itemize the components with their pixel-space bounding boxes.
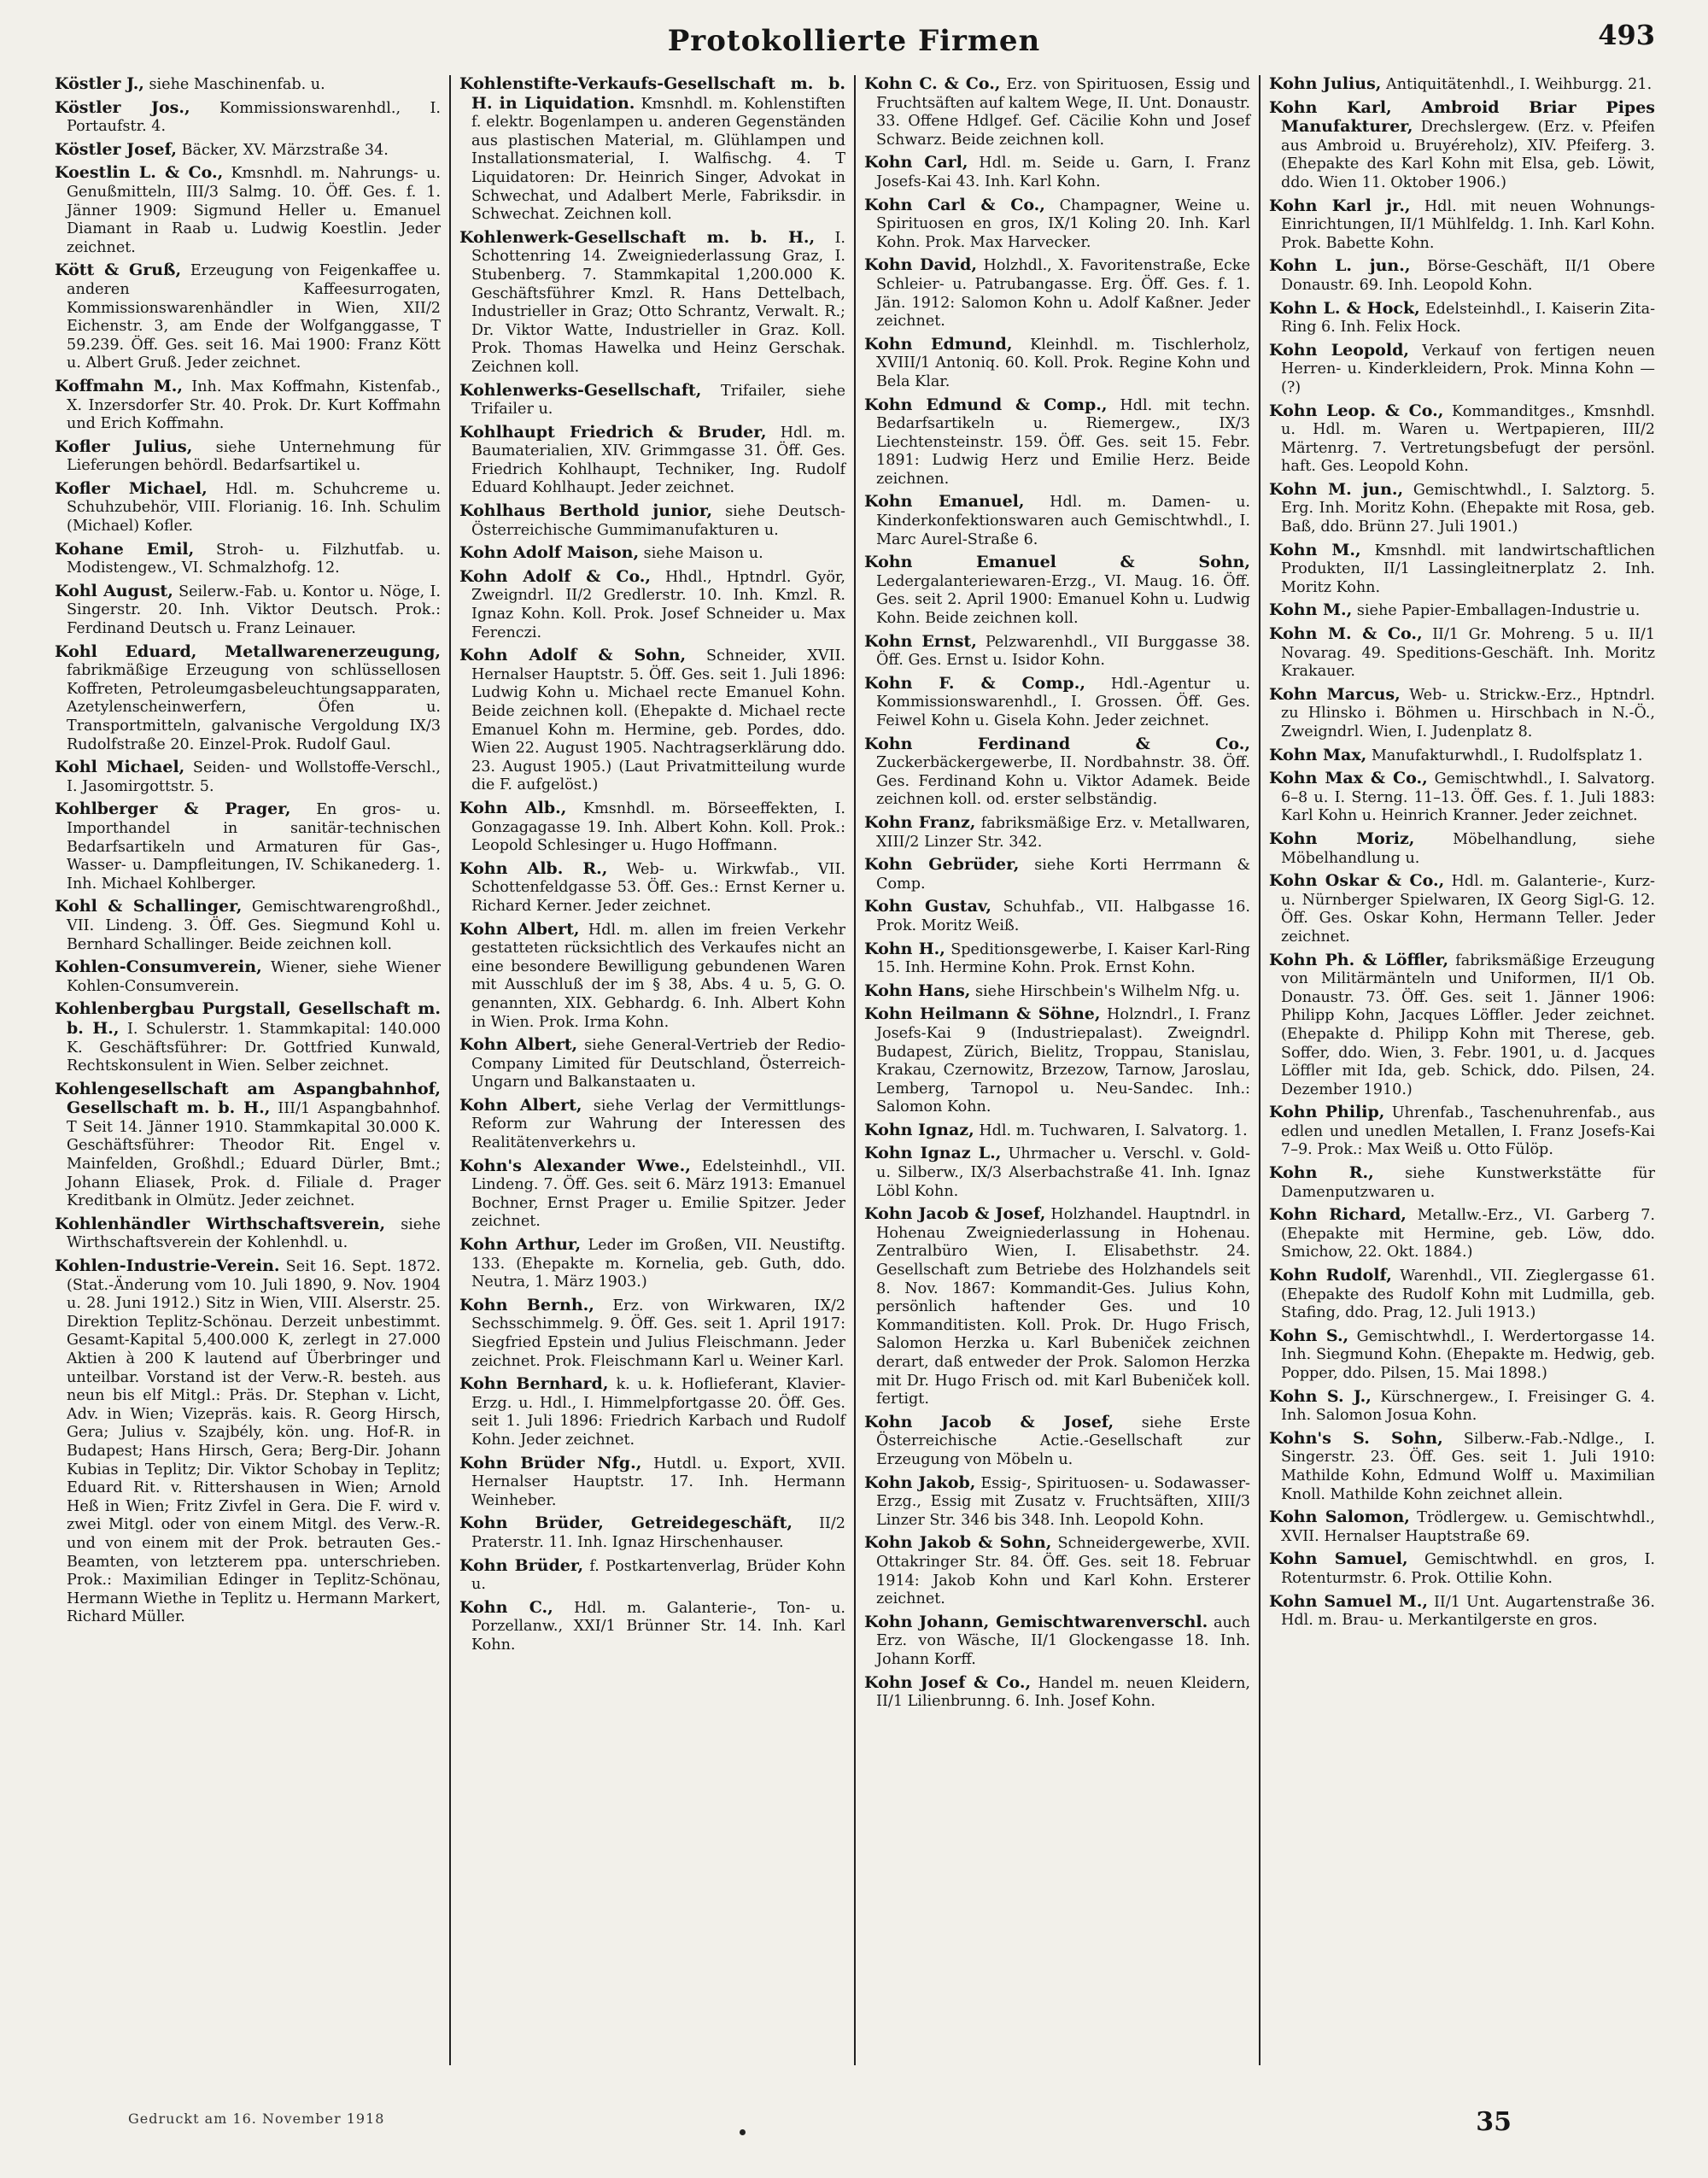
firm-name: Kohn Ph. & Löffler, <box>1269 950 1449 969</box>
firm-details: Kleinhdl. m. Tischlerholz, XVIII/1 Antoniq. 60. Koll. Prok. Regine Kohn und Bela Klar. <box>876 336 1250 390</box>
directory-entry <box>55 800 441 893</box>
firm-details: Silberw.-Fab.-Ndlge., I. Singerstr. 23. Öff. Ges. seit 1. Juli 1910: Mathilde Kohn, Edmund Wolff u. Maximilian Knoll. Mathilde Kohn zeichnet allein. <box>1281 1430 1656 1503</box>
directory-entry <box>1269 1593 1655 1631</box>
directory-entry <box>1269 1327 1655 1384</box>
firm-name: Kohn Arthur, <box>459 1235 582 1255</box>
firm-details: Inh. Max Koffmahn, Kistenfab., X. Inzersdorfer Str. 40. Prok. Dr. Kurt Koffmahn und Erich Koffmahn. <box>67 378 441 433</box>
firm-details: Möbelhandlung, siehe Möbelhandlung u. <box>1281 830 1655 867</box>
directory-entry <box>864 196 1250 253</box>
firm-details: siehe Papier-Emballagen-Industrie u. <box>1356 602 1641 620</box>
firm-name: Kohn Albert, <box>459 1095 582 1115</box>
firm-details: Gemischtwarengroßhdl., VII. Lindeng. 3. Öff. Ges. Siegmund Kohl u. Bernhard Schallinger. Beide zeichnen koll. <box>67 899 441 953</box>
firm-details: Leder im Großen, VII. Neustiftg. 133. (Ehepakte m. Kornelia, geb. Guth, ddo. Neutra, 1. März 1903.) <box>471 1237 845 1291</box>
firm-details: Speditionsgewerbe, I. Kaiser Karl-Ring 15. Inh. Hermine Kohn. Prok. Ernst Kohn. <box>876 940 1250 977</box>
firm-name: Kohn Gustav, <box>864 897 991 916</box>
directory-entry <box>864 675 1250 731</box>
firm-details: Edelsteinhdl., I. Kaiserin Zita-Ring 6. Inh. Felix Hock. <box>1281 300 1656 337</box>
firm-details: Hhdl., Hptndrl. Györ, Zweigndrl. II/2 Gredlerstr. 10. Inh. Kmzl. R. Ignaz Kohn. Koll. Prok. Josef Schneider u. Max Ferenczi. <box>471 568 845 641</box>
directory-entry <box>1269 257 1655 295</box>
firm-details: Seilerw.-Fab. u. Kontor u. Nöge, I. Singerstr. 20. Inh. Viktor Deutsch. Prok.: Ferdinand Deutsch u. Franz Leinauer. <box>67 583 441 638</box>
firm-details: Edelsteinhdl., VII. Lindeng. 7. Öff. Ges. seit 6. März 1913: Emanuel Bochner, Ernst Prager u. Emilie Spitzer. Jeder zeichnet. <box>471 1157 845 1231</box>
firm-details: Stroh- u. Filzhutfab. u. Modistengew., VI. Schmalzhofg. 12. <box>67 541 441 577</box>
directory-entry <box>459 647 845 795</box>
firm-details: Antiquitätenhdl., I. Weihburgg. 21. <box>1385 76 1652 93</box>
directory-entry <box>1269 542 1655 598</box>
firm-details: auch Erz. von Wäsche, II/1 Glockengasse 18. Inh. Johann Korff. <box>876 1613 1250 1668</box>
firm-details: Schuhfab., VII. Halbgasse 16. Prok. Moritz Weiß. <box>876 899 1250 934</box>
directory-entry <box>459 544 845 564</box>
firm-name: Kohn Jakob & Sohn, <box>864 1533 1052 1553</box>
firm-name: Kohn Richard, <box>1269 1205 1407 1225</box>
directory-entry <box>55 1080 441 1211</box>
firm-name: Koffmahn M., <box>55 376 183 395</box>
directory-entry <box>55 75 441 95</box>
directory-entry <box>864 1121 1250 1141</box>
directory-entry <box>55 99 441 137</box>
directory-entry <box>459 229 845 378</box>
firm-details: Hdl. m. allen im freien Verkehr gestatteten rücksichtlich des Verkaufes nicht an eine besondere Bewilligung gebundenen Waren mit Ausschluß der im § 38, Abs. 4 u. 5, G. O. genannten, XIX. Gebhardg. 6. Inh. Albert Kohn in Wien. Prok. Irma Kohn. <box>471 921 845 1031</box>
firm-name: Kohn Alb., <box>459 798 567 817</box>
firm-details: Erzeugung von Feigenkaffee u. anderen Kaffeesurrogaten, Kommissionswarenhändler in Wien, XII/2 Eichenstr. 3, am Ende der Wolfganggasse, T 59.239. Öff. Ges. seit 16. Mai 1900: Franz Kött u. Albert Gruß. Jeder zeichnet. <box>67 262 441 372</box>
firm-name: Kohn C. & Co., <box>864 75 1001 93</box>
firm-details: fabriksmäßige Erz. v. Metallwaren, XIII/2 Linzer Str. 342. <box>876 814 1250 851</box>
firm-details: Kmsnhdl. m. Börseeffekten, I. Gonzagagasse 19. Inh. Albert Kohn. Koll. Prok.: Leopold Schlesinger u. Hugo Hoffmann. <box>471 799 846 855</box>
firm-details: I. Schottenring 14. Zweigniederlassung Graz, I. Stubenberg. 7. Stammkapital 1,200.000 K. Geschäftsführer Kmzl. R. Hans Dettelbach, Industrieller in Graz; Otto Schrantz, Verwalt. R.; Dr. Viktor Watte, Industrieller in Graz. Koll. Prok. Thomas Hawelka und Heinz Gerschak. Zeichnen koll. <box>471 229 846 376</box>
firm-name: Kohn Jacob & Josef, <box>864 1204 1046 1224</box>
directory-entry <box>459 382 845 419</box>
firm-details: Uhrenfab., Taschenuhrenfab., aus edlen und unedlen Metallen, I. Franz Josefs-Kai 7–9. Prok.: Max Weiß u. Otto Fülöp. <box>1281 1104 1656 1159</box>
directory-entry <box>864 1005 1250 1117</box>
firm-details: fabriksmäßige Erzeugung von Militärmänteln und Uniformen, II/1 Ob. Donaustr. 73. Öff. Ges. seit 1. Jänner 1906: Philipp Kohn, Jacques Löffler. Jeder zeichnet. (Ehepakte d. Philipp Kohn mit Therese, geb. Soffer, ddo. Wien, 3. Febr. 1901, u. d. Jacques Löffler mit Ida, geb. Schick, ddo. Pilsen, 24. Dezember 1910.) <box>1281 951 1655 1098</box>
firm-details: Hutdl. u. Export, XVII. Hernalser Hauptstr. 17. Inh. Hermann Weinheber. <box>471 1455 846 1509</box>
firm-details: Web- u. Strickw.-Erz., Hptndrl. zu Hlinsko i. Böhmen u. Hirschbach in N.-Ö., Zweigndrl. Wien, I. Judenplatz 8. <box>1281 686 1655 741</box>
firm-name: Kohlenwerk-Gesellschaft m. b. H., <box>459 227 816 247</box>
directory-entry <box>55 1257 441 1627</box>
firm-details: Holzhdl., X. Favoritenstraße, Ecke Schleier- u. Patrubangasse. Erg. Öff. Ges. f. 1. Jän. 1912: Salomon Kohn u. Adolf Kaßner. Jeder zeichnet. <box>876 257 1250 331</box>
directory-entry <box>1269 300 1655 337</box>
firm-details: Uhrmacher u. Verschl. v. Gold- u. Silberw., IX/3 Alserbachstraße 41. Inh. Ignaz Löbl Kohn. <box>876 1145 1251 1200</box>
firm-details: siehe Erste Österreichische Actie.-Gesellschaft zur Erzeugung von Möbeln u. <box>876 1414 1251 1468</box>
firm-details: Holzhandel. Hauptndrl. in Hohenau Zweigniederlassung in Hohenau. Zentralbüro Wien, I. Elisabethstr. 24. Gesellschaft zum Betriebe des Holzhandels seit 8. Nov. 1867: Kommandit-Ges. Julius Kohn, persönlich haftender Ges. und 10 Kommanditisten. Koll. Prok. Dr. Hugo Frisch, Salomon Herzka u. Karl Bubeniček zeichnen derart, daß entweder der Prok. Salomon Herzka mit Dr. Hugo Frisch od. mit Karl Bubeniček koll. fertigt. <box>876 1206 1250 1408</box>
page-number: 493 <box>1598 19 1655 51</box>
directory-entry <box>864 1474 1250 1531</box>
firm-name: Kohn Albert, <box>459 919 580 939</box>
directory-entry <box>864 1414 1250 1470</box>
firm-name: Kohn Adolf Maison, <box>459 543 640 563</box>
firm-name: Kohn Moriz, <box>1269 828 1415 848</box>
firm-details: Champagner, Weine u. Spirituosen en gros, IX/1 Koling 20. Inh. Karl Kohn. Prok. Max Harvecker. <box>876 196 1250 251</box>
firm-name: Kohl August, <box>55 581 173 600</box>
directory-entry <box>55 643 441 755</box>
firm-details: Warenhdl., VII. Zieglergasse 61. (Ehepakte des Rudolf Kohn mit Ludmilla, geb. Stafing, ddo. Prag, 12. Juli 1913.) <box>1281 1268 1655 1322</box>
firm-name: Kohn Max & Co., <box>1269 769 1428 788</box>
directory-entry <box>55 898 441 954</box>
firm-details: Kmsnhdl. mit landwirtschaftlichen Produkten, II/1 Lassingleitnerplatz 2. Inh. Moritz Kohn. <box>1281 542 1655 596</box>
firm-details: Erz. von Wirkwaren, IX/2 Sechsschimmelg. 9. Öff. Ges. seit 1. April 1917: Siegfried Epstein und Julius Fleischmann. Jeder zeichnet. Prok. Fleischmann Karl u. Weiner Karl. <box>471 1297 846 1370</box>
directory-entry <box>459 1036 845 1092</box>
directory-entry <box>1269 872 1655 946</box>
directory-entry <box>864 633 1250 670</box>
directory-entry <box>459 1455 845 1511</box>
firm-details: Essig-, Spirituosen- u. Sodawasser-Erzg., Essig mit Zusatz v. Fruchtsäften, XIII/3 Linzer Str. 346 bis 348. Inh. Leopold Kohn. <box>876 1474 1250 1529</box>
firm-details: k. u. k. Hoflieferant, Klavier-Erzg. u. Hdl., I. Himmelpfortgasse 20. Öff. Ges. seit 1. Juli 1896: Friedrich Karbach und Rudolf Kohn. Jeder zeichnet. <box>471 1376 846 1449</box>
firm-details: Metallw.-Erz., VI. Garberg 7. (Ehepakte mit Hermine, geb. Löw, ddo. Smichow, 22. Okt. 1884.) <box>1281 1207 1656 1262</box>
firm-details: Zuckerbäckergewerbe, II. Nordbahnstr. 38. Öff. Ges. Ferdinand Kohn u. Viktor Adamek. Beide zeichnen koll. od. erster selbständig. <box>876 754 1250 809</box>
firm-name: Kohn Brüder Nfg., <box>459 1453 642 1472</box>
directory-entry <box>1269 1430 1655 1504</box>
firm-name: Koestlin L. & Co., <box>55 163 224 183</box>
firm-name: Kohn Samuel, <box>1269 1549 1408 1569</box>
firm-name: Kohn Samuel M., <box>1269 1591 1428 1611</box>
firm-details: Kommissionswarenhdl., I. Portaufstr. 4. <box>67 99 442 136</box>
firm-name: Kohn M., <box>1269 540 1361 559</box>
firm-details: Seit 16. Sept. 1872. (Stat.-Änderung vom 10. Juli 1890, 9. Nov. 1904 u. 28. Juni 1912.) Sitz in Wien, VIII. Alserstr. 25. Direktion Teplitz-Schönau. Derzeit unbestimmt. Gesamt-Kapital 5,400.000 K, zerlegt in 27.000 Aktien à 200 K lautend auf Überbringer und unteilbar. Vorstand ist der Verw.-R. besteh. aus neun bis elf Mitgl.: Präs. Dr. Stephan v. Licht, Adv. in Wien; Vizepräs. kais. R. Georg Hirsch, Gera; Julius v. Szajbély, kön. ung. Hof-R. in Budapest; Hans Hirsch, Gera; Berg-Dir. Johann Kubias in Teplitz; Dir. Viktor Schobay in Teplitz; Eduard Rit. v. Rittershausen in Wien; Arnold Heß in Wien; Fritz Zivfel in Gera. Die F. wird v. zwei Mitgl. oder von einem Mitgl. des Verw.-R. und von einem mit der Prok. betrauten Ges.-Beamten, von letzterem ppa. unterschrieben. Prok.: Maximilian Edinger in Teplitz-Schönau, Hermann Wiethe in Teplitz u. Hermann Markert, Richard Müller. <box>67 1258 442 1626</box>
directory-entry <box>55 1215 441 1253</box>
directory-entry <box>459 1157 845 1232</box>
column-2 <box>451 75 856 2065</box>
page-title: Protokollierte Firmen <box>667 24 1041 58</box>
directory-entry <box>864 75 1250 149</box>
firm-name: Kohn Hans, <box>864 981 971 1000</box>
firm-name: Kohn David, <box>864 255 977 275</box>
firm-details: siehe Kunstwerkstätte für Damenputzwaren u. <box>1281 1165 1656 1201</box>
firm-details: Trifailer, siehe Trifailer u. <box>471 382 845 419</box>
directory-entry <box>864 1674 1250 1712</box>
directory-entry <box>1269 342 1655 398</box>
firm-details: II/1 Gr. Mohreng. 5 u. II/1 Novarag. 49. Speditions-Geschäft. Inh. Moritz Krakauer. <box>1281 626 1656 681</box>
firm-name: Kohn's S. Sohn, <box>1269 1428 1443 1448</box>
directory-entry <box>1269 1388 1655 1426</box>
firm-name: Kohlenwerks-Gesellschaft, <box>459 380 702 400</box>
firm-name: Kohn S., <box>1269 1326 1349 1345</box>
ink-dot <box>740 2129 746 2135</box>
firm-details: Hdl.-Agentur u. Kommissionswarenhdl., I. Grossen. Öff. Ges. Feiwel Kohn u. Gisela Kohn. Jeder zeichnet. <box>876 675 1250 729</box>
firm-name: Kohn R., <box>1269 1163 1374 1183</box>
directory-entry <box>459 1557 845 1595</box>
firm-name: Kohn Emanuel, <box>864 492 1025 512</box>
firm-details: siehe Maschinenfab. u. <box>149 76 325 93</box>
firm-name: Kohn Ernst, <box>864 631 977 651</box>
firm-details: siehe Wirthschaftsverein der Kohlenhdl. u. <box>67 1215 441 1252</box>
firm-name: Kohn F. & Comp., <box>864 673 1085 693</box>
firm-name: Köstler Josef, <box>55 139 177 159</box>
firm-name: Kohn Bernh., <box>459 1295 594 1314</box>
firm-details: Gemischtwhdl., I. Salvatorg. 6–8 u. I. Sterng. 11–13. Öff. Ges. f. 1. Juli 1883: Karl Kohn u. Heinrich Kranner. Jeder zeichnet. <box>1281 770 1655 825</box>
firm-details: I. Schulerstr. 1. Stammkapital: 140.000 K. Geschäftsführer: Dr. Gottfried Kunwald, Rechtskonsulent in Wien. Selber zeichnet. <box>67 1020 442 1075</box>
directory-entry <box>459 75 845 225</box>
directory-entry <box>864 814 1250 852</box>
directory-entry <box>864 735 1250 810</box>
firm-details: Schneider, XVII. Hernalser Hauptstr. 5. Öff. Ges. seit 1. Juli 1896: Ludwig Kohn u. Michael recte Emanuel Kohn. Beide zeichnen koll. (Ehepakte d. Michael recte Emanuel Kohn m. Hermine, geb. Pordes, ddo. Wien 22. August 1905. Nachtragserklärung ddo. 23. August 1905.) (Laut Privatmitteilung wurde die F. aufgelöst.) <box>471 647 846 794</box>
firm-name: Kohlenhändler Wirthschaftsverein, <box>55 1214 386 1233</box>
directory-entry <box>1269 746 1655 766</box>
directory-entry <box>1269 197 1655 254</box>
directory-entry <box>864 336 1250 392</box>
firm-name: Kohn Heilmann & Söhne, <box>864 1004 1101 1024</box>
directory-entry <box>1269 625 1655 682</box>
firm-name: Kohn Brüder, <box>459 1555 584 1575</box>
directory-entry <box>55 758 441 796</box>
directory-entry <box>1269 481 1655 537</box>
firm-name: Kohn L. jun., <box>1269 256 1411 276</box>
directory-entry <box>1269 75 1655 95</box>
firm-name: Kohn Carl, <box>864 153 968 173</box>
directory-entry <box>55 541 441 578</box>
directory-entry <box>864 1205 1250 1409</box>
directory-entry <box>459 1599 845 1655</box>
firm-name: Kohn S. J., <box>1269 1386 1372 1406</box>
firm-details: Ledergalanteriewaren-Erzg., VI. Maug. 16. Öff. Ges. seit 2. April 1900: Emanuel Kohn u. Ludwig Kohn. Beide zeichnen koll. <box>876 572 1250 628</box>
directory-entry <box>864 898 1250 935</box>
directory-entry <box>1269 1508 1655 1546</box>
firm-details: Gemischtwhdl., I. Werdertorgasse 14. Inh. Siegmund Kohn. (Ehepakte m. Hedwig, geb. Popper, ddo. Pilsen, 15. Mai 1898.) <box>1281 1327 1655 1382</box>
firm-details: III/1 Aspangbahnhof. T Seit 14. Jänner 1910. Stammkapital 30.000 K. Geschäftsführer: Theodor Rit. Engel v. Mainfelden, Großhdl.; Eduard Dürler, Bmt.; Johann Eliasek, Prok. d. Filiale d. Prager Kreditbank in Olmütz. Jeder zeichnet. <box>67 1100 441 1210</box>
firm-details: II/1 Unt. Augartenstraße 36. Hdl. m. Brau- u. Merkantilgerste en gros. <box>1281 1593 1655 1630</box>
firm-details: Gemischtwhdl. en gros, I. Rotenturmstr. 6. Prok. Ottilie Kohn. <box>1281 1551 1655 1587</box>
directory-entry <box>864 940 1250 978</box>
directory-entry <box>55 958 441 996</box>
firm-name: Kohn Emanuel & Sohn, <box>864 553 1250 572</box>
firm-name: Kofler Michael, <box>55 478 208 498</box>
firm-name: Kohn M. jun., <box>1269 479 1404 499</box>
directory-entry <box>459 921 845 1033</box>
directory-entry <box>864 1145 1250 1201</box>
firm-name: Kohane Emil, <box>55 539 195 559</box>
firm-name: Kohn H., <box>864 939 945 958</box>
firm-details: Holzndrl., I. Franz Josefs-Kai 9 (Industriepalast). Zweigndrl. Budapest, Zürich, Bielitz, Troppau, Stanislau, Krakau, Czernowitz, Brzezow, Tarnow, Jaroslau, Lemberg, Tarnopol u. Neu-Sandec. Inh.: Salomon Kohn. <box>876 1006 1251 1116</box>
firm-details: Kürschnergew., I. Freisinger G. 4. Inh. Salomon Josua Kohn. <box>1281 1388 1655 1425</box>
firm-name: Kohn Jacob & Josef, <box>864 1412 1114 1432</box>
firm-name: Kofler Julius, <box>55 436 193 456</box>
print-date-note: Gedruckt am 16. November 1918 <box>128 2111 385 2127</box>
firm-name: Kohn Edmund, <box>864 334 1013 354</box>
firm-details: Trödlergew. u. Gemischtwhdl., XVII. Hernalser Hauptstraße 69. <box>1281 1509 1655 1545</box>
column-1 <box>46 75 451 2065</box>
directory-entry <box>459 1514 845 1552</box>
directory-entry <box>459 424 845 498</box>
firm-name: Kohn Franz, <box>864 812 976 832</box>
firm-name: Kohn Karl, Ambroid Briar Pipes Manufakturer, <box>1269 97 1655 137</box>
directory-entry <box>459 1375 845 1449</box>
firm-details: Bäcker, XV. Märzstraße 34. <box>181 141 389 159</box>
directory-entry <box>864 396 1250 489</box>
firm-name: Kohn M. & Co., <box>1269 624 1423 644</box>
directory-entry <box>459 1097 845 1153</box>
firm-details: Schneidergewerbe, XVII. Ottakringer Str. 84. Öff. Ges. seit 18. Februar 1914: Jakob Kohn und Karl Kohn. Ersterer zeichnet. <box>876 1535 1250 1608</box>
directory-entry <box>1269 99 1655 193</box>
firm-name: Kohl Eduard, Metallwarenerzeugung, <box>55 641 441 661</box>
firm-details: Manufakturwhdl., I. Rudolfsplatz 1. <box>1371 746 1643 764</box>
firm-name: Kohn's Alexander Wwe., <box>459 1156 691 1175</box>
directory-entry <box>864 493 1250 549</box>
firm-name: Kohn Karl jr., <box>1269 196 1411 215</box>
firm-name: Kohn Marcus, <box>1269 684 1401 704</box>
firm-name: Kohn Edmund & Comp., <box>864 395 1108 414</box>
firm-details: siehe General-Vertrieb der Redio-Company Limited für Deutschland, Österreich-Ungarn und Balkanstaaten u. <box>471 1037 845 1092</box>
directory-entry <box>1269 951 1655 1100</box>
directory-entry <box>1269 686 1655 742</box>
directory-entry <box>864 553 1250 628</box>
directory-entry <box>1269 830 1655 868</box>
directory-entry <box>55 164 441 257</box>
firm-name: Kohlenbergbau Purgstall, Gesellschaft m. b. H., <box>55 999 441 1038</box>
firm-name: Kohl & Schallinger, <box>55 897 243 916</box>
firm-name: Kohn Rudolf, <box>1269 1266 1392 1285</box>
firm-name: Kohlen-Industrie-Verein. <box>55 1256 280 1276</box>
directory-entry <box>1269 601 1655 621</box>
directory-entry <box>1269 1267 1655 1323</box>
firm-details: II/2 Praterstr. 11. Inh. Ignaz Hirschenhauser. <box>471 1515 845 1551</box>
firm-name: Kohlhaus Berthold junior, <box>459 501 713 521</box>
directory-entry <box>55 141 441 161</box>
firm-name: Kohn Julius, <box>1269 75 1382 93</box>
firm-details: Kommanditges., Kmsnhdl. u. Hdl. m. Waren u. Wertpapieren, III/2 Märtenrg. 7. Vertretungsbefugt der persönl. haft. Ges. Leopold Kohn. <box>1281 402 1656 476</box>
firm-details: fabrikmäßige Erzeugung von schlüssellosen Koffreten, Petroleumgasbeleuchtungsapparaten, Azetylenscheinwerfern, Öfen u. Transportmitteln, galvanische Vergoldung IX/3 Rudolfstraße 20. Einzel-Prok. Rudolf Gaul. <box>67 662 441 753</box>
firm-name: Kohn Gebrüder, <box>864 855 1020 875</box>
firm-details: Hdl. m. Galanterie-, Ton- u. Porzellanw., XXI/1 Brünner Str. 14. Inh. Karl Kohn. <box>471 1599 846 1654</box>
directory-entry <box>55 480 441 536</box>
directory-entry <box>55 583 441 639</box>
firm-name: Kohlberger & Prager, <box>55 799 291 819</box>
firm-details: Hdl. mit neuen Wohnungs-Einrichtungen, II/1 Mühlfeldg. 1. Inh. Karl Kohn. Prok. Babette Kohn. <box>1281 197 1655 252</box>
firm-details: Pelzwarenhdl., VII Burggasse 38. Öff. Ges. Ernst u. Isidor Kohn. <box>876 633 1251 670</box>
firm-details: Web- u. Wirkwfab., VII. Schottenfeldgasse 53. Öff. Ges.: Ernst Kerner u. Richard Kerner. Jeder zeichnet. <box>471 860 845 915</box>
firm-name: Kohn Adolf & Sohn, <box>459 646 687 665</box>
firm-details: Verkauf von fertigen neuen Herren- u. Kinderkleidern, Prok. Minna Kohn — (?) <box>1281 342 1655 396</box>
firm-details: Hdl. m. Tuchwaren, I. Salvatorg. 1. <box>979 1121 1248 1139</box>
firm-name: Kohn Jakob, <box>864 1472 976 1492</box>
firm-details: Gemischtwhdl., I. Salztorg. 5. Erg. Inh. Moritz Kohn. (Ehepakte mit Rosa, geb. Baß, ddo. Brünn 27. Juli 1901.) <box>1281 481 1656 536</box>
firm-name: Kohn Johann, Gemischtwarenverschl. <box>864 1612 1208 1631</box>
directory-entry <box>864 1534 1250 1608</box>
directory-entry <box>1269 402 1655 477</box>
firm-name: Kohn Josef & Co., <box>864 1672 1032 1692</box>
directory-entry <box>55 1000 441 1075</box>
firm-name: Kohn Brüder, Getreidegeschäft, <box>459 1513 793 1533</box>
firm-details: siehe Korti Herrmann & Comp. <box>876 857 1251 893</box>
firm-name: Kohn Alb. R., <box>459 858 608 878</box>
firm-details: Hdl. m. Baumaterialien, XIV. Grimmgasse 31. Öff. Ges. Friedrich Kohlhaupt, Techniker, Ing. Rudolf Eduard Kohlhaupt. Jeder zeichnet. <box>471 424 846 497</box>
firm-name: Kohn Oskar & Co., <box>1269 871 1445 891</box>
firm-name: Kohlengesellschaft am Aspangbahnhof, Gesellschaft m. b. H., <box>55 1079 441 1118</box>
directory-entry <box>1269 1550 1655 1588</box>
directory-entry <box>55 261 441 373</box>
firm-name: Kohn M., <box>1269 600 1353 620</box>
directory-entry <box>864 856 1250 893</box>
firm-name: Kohn Ignaz, <box>864 1120 974 1139</box>
firm-details: siehe Maison u. <box>643 545 763 563</box>
firm-details: Hdl. m. Schuhcreme u. Schuhzubehör, VIII. Florianig. 16. Inh. Schulim (Michael) Kofler. <box>67 480 441 536</box>
firm-details: f. Postkartenverlag, Brüder Kohn u. <box>471 1557 846 1594</box>
directory-entry <box>459 799 845 856</box>
directory-entry <box>864 256 1250 331</box>
firm-name: Kohlhaupt Friedrich & Bruder, <box>459 422 767 442</box>
firm-name: Kohn Ferdinand & Co., <box>864 734 1250 753</box>
firm-details: siehe Unternehmung für Lieferungen behördl. Bedarfsartikel u. <box>67 438 441 475</box>
directory-entry <box>864 982 1250 1002</box>
directory-entry <box>864 154 1250 191</box>
firm-details: Drechslergew. (Erz. v. Pfeifen aus Ambroid u. Bruyéreholz), XIV. Pfeiferg. 3. (Ehepakte des Karl Kohn mit Elsa, geb. Löwit, ddo. Wien 11. Oktober 1906.) <box>1281 119 1655 191</box>
firm-details: Hdl. mit techn. Bedarfsartikeln u. Riemergew., IX/3 Liechtensteinstr. 159. Öff. Ges. seit 15. Febr. 1891: Ludwig Herz und Emilie Herz. Beide zeichnen. <box>876 396 1251 488</box>
firm-name: Kohlenstifte-Verkaufs-Gesellschaft m. b. H. in Liquidation. <box>459 75 845 113</box>
directory-entry <box>55 378 441 434</box>
firm-name: Kohn L. & Hock, <box>1269 298 1420 318</box>
firm-name: Kohn Salomon, <box>1269 1508 1410 1527</box>
directory-entry <box>1269 1104 1655 1160</box>
firm-name: Köstler Jos., <box>55 97 190 117</box>
firm-details: Börse-Geschäft, II/1 Obere Donaustr. 69. Inh. Leopold Kohn. <box>1281 258 1656 294</box>
directory-entry <box>459 502 845 540</box>
firm-details: Erz. von Spirituosen, Essig und Fruchtsäften auf kaltem Wege, II. Unt. Donaustr. 33. Offene Hdlgef. Gef. Cäcilie Kohn und Josef Schwarz. Beide zeichnen koll. <box>876 76 1250 149</box>
firm-name: Kohn Max, <box>1269 745 1367 764</box>
directory-entry <box>864 1613 1250 1670</box>
directory-entry <box>459 1297 845 1371</box>
firm-details: siehe Hirschbein's Wilhelm Nfg. u. <box>975 982 1241 1000</box>
directory-entry <box>459 1236 845 1292</box>
firm-details: Seiden- und Wollstoffe-Verschl., I. Jasomirgottstr. 5. <box>67 759 442 795</box>
firm-details: siehe Deutsch-Österreichische Gummimanufakturen u. <box>471 503 845 539</box>
firm-details: Kmsnhdl. m. Nahrungs- u. Genußmitteln, III/3 Salmg. 10. Öff. Ges. f. 1. Jänner 1909: Sigmund Heller u. Emanuel Diamant in Raab u. Ludwig Koestlin. Jeder zeichnet. <box>67 165 441 256</box>
firm-name: Kohn Bernhard, <box>459 1374 609 1394</box>
column-4 <box>1261 75 1664 2065</box>
firm-details: Handel m. neuen Kleidern, II/1 Lilienbrunng. 6. Inh. Josef Kohn. <box>876 1674 1250 1711</box>
firm-name: Kohn Ignaz L., <box>864 1144 1002 1163</box>
directory-entry <box>1269 1206 1655 1262</box>
directory-entry <box>55 438 441 476</box>
firm-details: Kmsnhdl. m. Kohlenstiften f. elektr. Bogenlampen u. anderen Gegenständen aus plastischen Material, m. Glühlampen und Installationsmaterial, I. Walfischg. 4. T Liquidatoren: Dr. Heinrich Singer, Advokat in Schwechat, und Adalbert Merle, Fabriksdir. in Schwechat. Zeichnen koll. <box>471 95 845 224</box>
directory-columns <box>46 75 1664 2065</box>
directory-entry <box>459 568 845 642</box>
firm-details: siehe Verlag der Vermittlungs-Reform zur Wahrung der Interessen des Realitätenverkehrs u. <box>471 1097 846 1152</box>
firm-name: Kohlen-Consumverein, <box>55 957 262 977</box>
firm-name: Kohn Carl & Co., <box>864 195 1045 214</box>
directory-entry <box>1269 770 1655 826</box>
directory-entry <box>1269 1164 1655 1202</box>
firm-details: En gros- u. Importhandel in sanitär-technischen Bedarfsartikeln und Armaturen für Gas-, Wasser- u. Dampfleitungen, IV. Schikanederg. 1. Inh. Michael Kohlberger. <box>67 801 441 893</box>
firm-name: Kohn Albert, <box>459 1035 578 1055</box>
directory-entry <box>459 860 845 916</box>
firm-name: Kohn Leop. & Co., <box>1269 401 1444 420</box>
firm-details: Hdl. m. Seide u. Garn, I. Franz Josefs-Kai 43. Inh. Karl Kohn. <box>876 155 1250 190</box>
sheet-number: 35 <box>1476 2107 1512 2137</box>
firm-details: Hdl. m. Galanterie-, Kurz- u. Nürnberger Spielwaren, IX Georg Sigl-G. 12. Öff. Ges. Oskar Kohn, Hermann Teller. Jeder zeichnet. <box>1281 873 1655 946</box>
firm-name: Kohn Philip, <box>1269 1103 1385 1122</box>
firm-name: Kohn Leopold, <box>1269 340 1409 360</box>
column-3 <box>856 75 1261 2065</box>
firm-name: Kohn C., <box>459 1597 553 1617</box>
firm-details: Wiener, siehe Wiener Kohlen-Consumverein. <box>67 959 442 995</box>
firm-name: Kött & Gruß, <box>55 261 182 280</box>
firm-name: Kohl Michael, <box>55 758 185 777</box>
firm-details: Hdl. m. Damen- u. Kinderkonfektionswaren auch Gemischtwhdl., I. Marc Aurel-Straße 6. <box>876 494 1250 548</box>
firm-name: Köstler J., <box>55 75 144 93</box>
firm-name: Kohn Adolf & Co., <box>459 566 652 586</box>
